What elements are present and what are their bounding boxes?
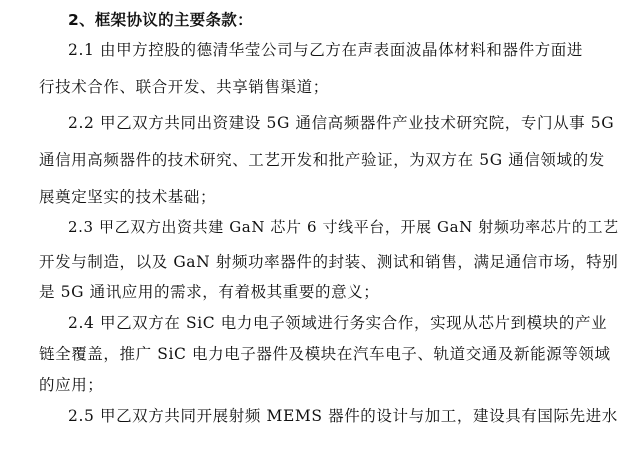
clause-2-4-line-2: 链全覆盖，推广 SiC 电力电子器件及模块在汽车电子、轨道交通及新能源等领域 [39,345,611,363]
clause-2-3-line-2: 开发与制造，以及 GaN 射频功率器件的封装、测试和销售，满足通信市场，特别 [39,253,619,271]
section-heading: 2、框架协议的主要条款： [68,11,253,29]
clause-2-3-line-1: 2.3 甲乙双方出资共建 GaN 芯片 6 寸线平台，开展 GaN 射频功率芯片的工艺 [68,218,619,236]
clause-2-2-line-1: 2.2 甲乙双方共同出资建设 5G 通信高频器件产业技术研究院，专门从事 5G [68,114,615,132]
clause-2-4-line-1: 2.4 甲乙双方在 SiC 电力电子领域进行务实合作，实现从芯片到模块的产业 [68,314,608,332]
clause-2-2-line-3: 展奠定坚实的技术基础； [39,188,217,206]
clause-2-4-line-3: 的应用； [39,376,104,394]
clause-2-5-line-1: 2.5 甲乙双方共同开展射频 MEMS 器件的设计与加工，建设具有国际先进水 [68,407,618,425]
clause-2-2-line-2: 通信用高频器件的技术研究、工艺开发和批产验证，为双方在 5G 通信领域的发 [39,151,605,169]
clause-2-1-line-2: 行技术合作、联合开发、共享销售渠道； [39,78,329,96]
clause-2-3-line-3: 是 5G 通讯应用的需求，有着极其重要的意义； [39,283,380,301]
clause-2-1-line-1: 2.1 由甲方控股的德清华莹公司与乙方在声表面波晶体材料和器件方面进 [68,41,583,59]
